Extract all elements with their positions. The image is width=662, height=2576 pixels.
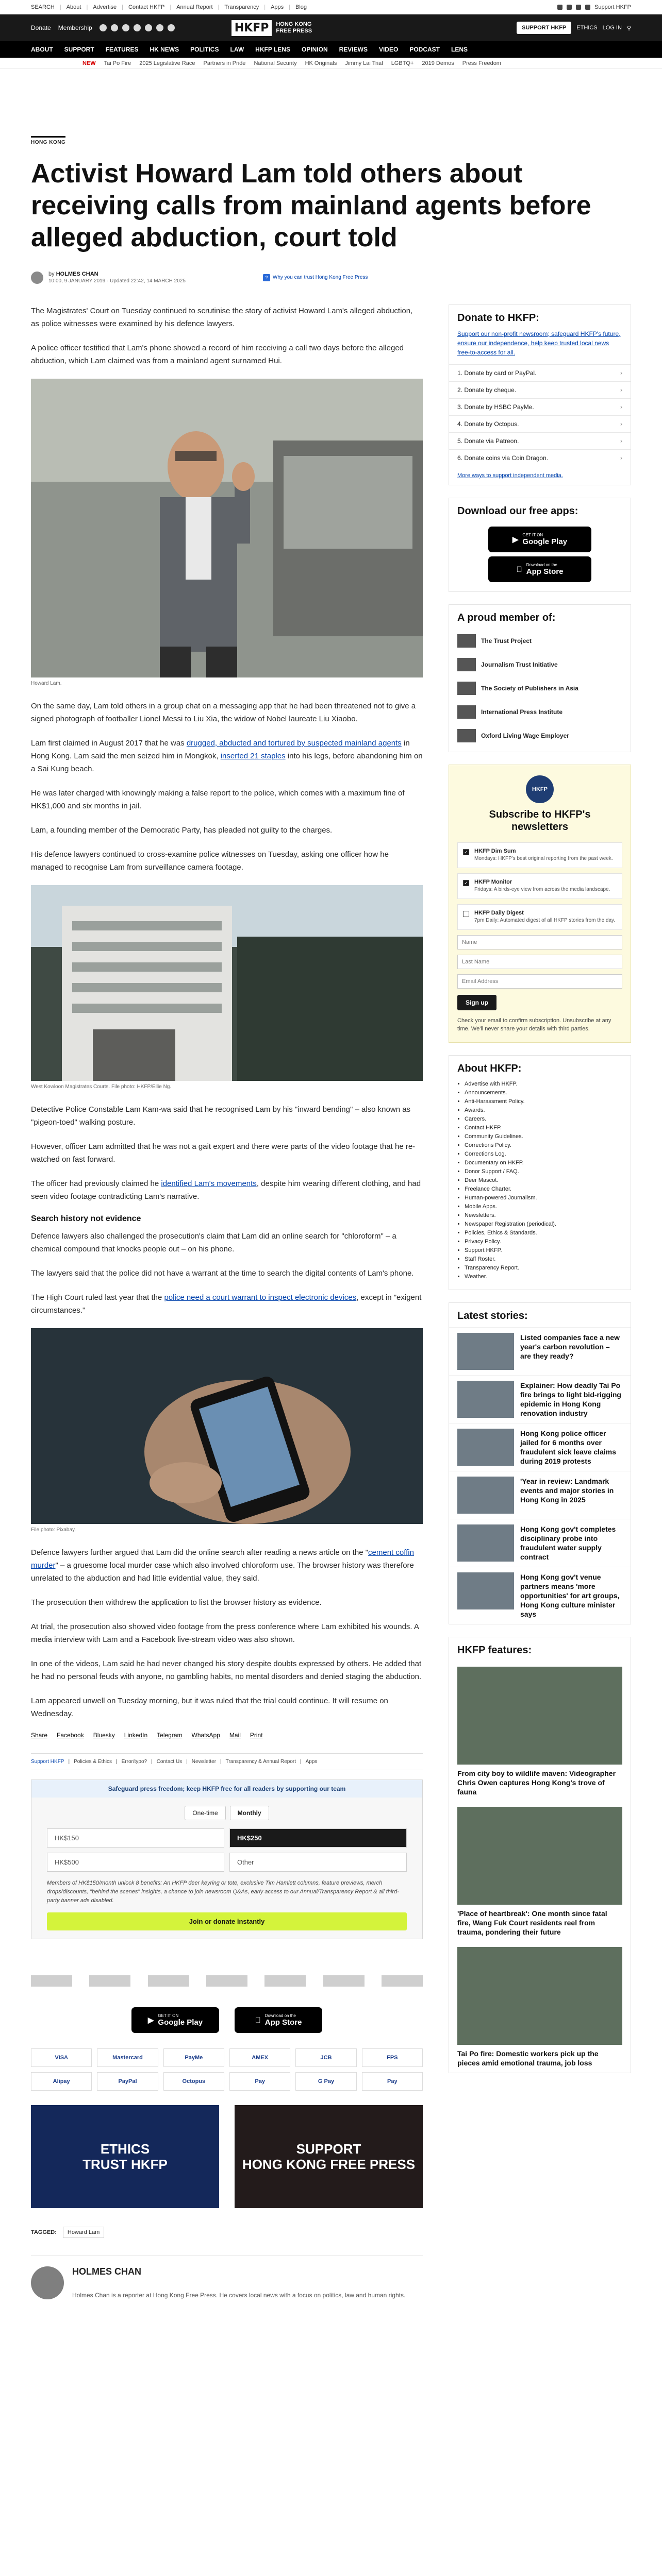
feature-image (457, 1947, 622, 2045)
masthead-nav (31, 24, 92, 31)
about-link[interactable]: • Anti-Harassment Policy. (465, 1097, 622, 1106)
latest-story[interactable] (449, 1375, 631, 1423)
chevron-right-icon: › (620, 420, 622, 428)
byline-text: by HOLMES CHAN 10:00, 9 JANUARY 2019 · Updated 22:42, 14 MARCH 2025 (48, 271, 186, 284)
checkbox-icon[interactable]: ✓ (463, 849, 469, 855)
partner-logo (89, 1975, 130, 1987)
feature-image (457, 1667, 622, 1765)
about-link[interactable]: • Policies, Ethics & Standards. (465, 1229, 622, 1238)
partner-logo (382, 1975, 423, 1987)
about-link[interactable]: • Staff Roster. (465, 1255, 622, 1264)
app-store-button[interactable]: Download on the App Store (488, 556, 591, 582)
about-link[interactable]: • Announcements. (465, 1089, 622, 1097)
trending-tag[interactable]: Partners in Pride (203, 60, 246, 66)
member-logo-icon (457, 705, 476, 719)
main-navigation (0, 41, 662, 58)
author-link[interactable]: HOLMES CHAN (56, 271, 98, 277)
google-play-button[interactable]: ▶ GET IT ON Google Play (488, 527, 591, 552)
article-footer-link[interactable]: Newsletter (191, 1759, 217, 1765)
chevron-right-icon: › (620, 386, 622, 394)
paragraph: At trial, the prosecution also showed video footage from the press conference where Lam exhibited his wounds. A media interview with Lam and a Facebook live-stream video was also shown. (31, 1622, 419, 1644)
sign-up-button[interactable]: Sign up (457, 995, 496, 1010)
story-title[interactable]: 'Year in review: Landmark events and major stories in Hong Kong in 2025 (520, 1477, 614, 1504)
divider: | (151, 1759, 153, 1765)
payment-method-logo: FPS (362, 2048, 423, 2067)
feature-story[interactable] (449, 1942, 631, 2073)
apps-title: Download our free apps: (457, 505, 578, 517)
site-logo[interactable] (231, 20, 312, 36)
donate-way-label: 2. Donate by cheque. (457, 386, 517, 394)
nav-item[interactable]: POLITICS (190, 46, 219, 53)
paragraph: The prosecution then withdrew the application to list the browser history as evidence. (31, 1598, 322, 1607)
chevron-right-icon: › (620, 454, 622, 462)
more-ways-link[interactable]: More ways to support independent media. (457, 472, 563, 479)
member-logo-item[interactable] (449, 700, 631, 724)
paragraph: Lam appeared unwell on Tuesday morning, but it was ruled that the trial could continue. It will resume on Wednesday. (31, 1697, 388, 1718)
author-bio: Holmes Chan is a reporter at Hong Kong Free Press. He covers local news with a focus on politics, law and human rights. (72, 2292, 406, 2299)
feature-story[interactable] (449, 1802, 631, 1942)
email-field[interactable] (457, 974, 622, 989)
about-link[interactable]: • Advertise with HKFP. (465, 1080, 622, 1089)
share-link[interactable]: Print (250, 1732, 263, 1739)
photo-caption: Howard Lam. (31, 681, 62, 686)
trending-tag[interactable]: HK Originals (305, 60, 337, 66)
partner-logo (264, 1975, 306, 1987)
paragraph: Defence lawyers also challenged the prosecution's claim that Lam did an online search for "chloroform" – a chemical compound that knocks people out – on his phone. (31, 1232, 396, 1253)
threads-icon[interactable] (134, 24, 141, 31)
about-link[interactable]: • Corrections Log. (465, 1150, 622, 1159)
paragraph: Detective Police Constable Lam Kam-wa said that he recognised Lam by his "inward bending" – also known as "pigeon-toed" walking posture. (31, 1105, 411, 1127)
apple-icon (255, 2016, 261, 2025)
article-photo-phone (31, 1328, 423, 1524)
about-link[interactable]: • Donor Support / FAQ. (465, 1167, 622, 1176)
instagram-icon[interactable] (576, 5, 581, 10)
paragraph: The High Court ruled last year that the police need a court warrant to inspect electronic devices, except in "exigent circumstances." (31, 1293, 422, 1315)
member-logo-icon (457, 682, 476, 695)
amount-option-selected[interactable]: HK$250 (229, 1828, 407, 1848)
member-title: A proud member of: (457, 612, 556, 623)
partner-logos-row (31, 1970, 423, 1992)
join-donate-button[interactable]: Join or donate instantly (47, 1912, 407, 1930)
publish-dates: 10:00, 9 JANUARY 2019 · Updated 22:42, 14 MARCH 2025 (48, 278, 186, 284)
photo-caption: West Kowloon Magistrates Courts. File photo: HKFP/Ellie Ng. (31, 1084, 172, 1090)
member-logo-icon (457, 729, 476, 742)
nav-item[interactable]: ABOUT (31, 46, 53, 53)
one-time-option[interactable]: One-time (185, 1806, 225, 1820)
share-link[interactable]: LinkedIn (124, 1732, 148, 1739)
masthead-donate-link[interactable]: Donate (31, 24, 51, 31)
about-link[interactable]: About (66, 4, 81, 10)
facebook-icon[interactable] (100, 24, 107, 31)
article-body (31, 304, 423, 2299)
checkbox-icon[interactable]: ✓ (463, 880, 469, 886)
google-play-button[interactable]: ▶ GET IT ON Google Play (131, 2007, 219, 2033)
donate-way-label: 5. Donate via Patreon. (457, 437, 519, 445)
donate-amounts (31, 1820, 422, 1872)
utility-right (557, 4, 631, 10)
divider: | (300, 1759, 302, 1765)
chevron-right-icon: › (620, 437, 622, 445)
about-link[interactable]: • Deer Mascot. (465, 1176, 622, 1185)
latest-stories-card (449, 1302, 631, 1624)
about-link[interactable]: • Awards. (465, 1106, 622, 1115)
divider: | (220, 1759, 222, 1765)
article-page (31, 69, 631, 2299)
last-name-field[interactable] (457, 955, 622, 969)
payment-method-logo: PayPal (97, 2072, 158, 2091)
about-link[interactable]: • Privacy Policy. (465, 1238, 622, 1246)
cement-coffin-link[interactable]: cement coffin murder (31, 1548, 414, 1570)
donate-way-label: 6. Donate coins via Coin Dragon. (457, 454, 549, 462)
member-logo-icon (457, 658, 476, 671)
newsletter-badge: HKFP (526, 775, 554, 803)
nav-item[interactable]: HK NEWS (150, 46, 179, 53)
donate-title: Donate to HKFP: (457, 312, 539, 324)
police-warrant-link[interactable]: police need a court warrant to inspect electronic devices (164, 1293, 357, 1302)
trending-tag[interactable]: LGBTQ+ (391, 60, 414, 66)
subheading: Search history not evidence (31, 1214, 141, 1223)
payment-method-logo: Pay (362, 2072, 423, 2091)
youtube-icon[interactable] (585, 5, 590, 10)
donate-way-item[interactable] (449, 398, 631, 415)
trending-tag[interactable]: National Security (254, 60, 297, 66)
paragraph: A police officer testified that Lam's phone showed a record of him receiving a call two days before the alleged abduction, which Lam claimed was from a mainland agent surnamed Hui. (31, 344, 404, 365)
nav-item[interactable]: FEATURES (105, 46, 139, 53)
payment-method-logo: JCB (295, 2048, 356, 2067)
paragraph: The Magistrates' Court on Tuesday continued to scrutinise the story of activist Howard Lam's alleged abduction, as police witnesses were examined by his defence lawyers. (31, 307, 413, 328)
donate-way-label: 1. Donate by card or PayPal. (457, 369, 537, 377)
article-photo-howard-lam (31, 379, 423, 677)
facebook-icon[interactable] (557, 5, 562, 10)
chevron-right-icon: › (620, 369, 622, 377)
tags-row: TAGGED: Howard Lam (31, 2227, 423, 2238)
member-logo-item[interactable] (449, 724, 631, 748)
x-icon[interactable] (567, 5, 572, 10)
about-title: About HKFP: (457, 1063, 522, 1074)
payment-method-logo: PayMe (163, 2048, 224, 2067)
member-card (449, 604, 631, 752)
article-footer-link[interactable]: Policies & Ethics (74, 1759, 112, 1765)
latest-story[interactable] (449, 1471, 631, 1519)
divider: | (186, 1759, 188, 1765)
paragraph: Lam, a founding member of the Democratic Party, has pleaded not guilty to the charges. (31, 826, 333, 835)
chevron-right-icon: › (620, 403, 622, 411)
share-link[interactable]: WhatsApp (191, 1732, 220, 1739)
donate-frequency-toggle (31, 1806, 422, 1820)
youtube-icon[interactable] (156, 24, 163, 31)
support-banner[interactable]: SUPPORT HONG KONG FREE PRESS (235, 2105, 423, 2208)
play-icon: ▶ (147, 2016, 154, 2025)
trending-tags-bar (0, 58, 662, 69)
howard-lam-photo-illustration (31, 379, 423, 677)
donate-ways-list (449, 364, 631, 466)
author-box (31, 2256, 423, 2299)
member-name: Journalism Trust Initiative (481, 661, 558, 668)
donate-way-item[interactable] (449, 432, 631, 449)
story-title[interactable]: Hong Kong police officer jailed for 6 months over fraudulent sick leave claims during 2019 protests (520, 1429, 616, 1465)
story-thumbnail (457, 1333, 514, 1370)
newsletter-option[interactable] (457, 842, 622, 868)
share-link[interactable]: Telegram (157, 1732, 183, 1739)
amount-option[interactable]: HK$500 (47, 1853, 224, 1872)
story-title[interactable]: Hong Kong gov't venue partners means 'more opportunities' for art groups, Hong Kong culture minister says (520, 1573, 620, 1618)
story-thumbnail (457, 1429, 514, 1466)
paragraph: He was later charged with knowingly making a false report to the police, which comes with a maximum fine of HK$1,000 and six months in jail. (31, 789, 405, 810)
logo-text: HONG KONG FREE PRESS (276, 21, 312, 34)
latest-story[interactable] (449, 1567, 631, 1624)
share-label: Share (31, 1732, 48, 1739)
apple-icon (517, 565, 522, 574)
donate-widget-heading: Safeguard press freedom; keep HKFP free for all readers by supporting our team (31, 1780, 422, 1798)
app-store-button[interactable]: Download on the App Store (235, 2007, 322, 2033)
blog-link[interactable]: Blog (295, 4, 307, 10)
x-icon[interactable] (111, 24, 118, 31)
question-icon: ? (263, 274, 270, 281)
new-badge: NEW (82, 60, 96, 66)
ethics-banner[interactable]: ETHICS TRUST HKFP (31, 2105, 219, 2208)
share-link[interactable]: Bluesky (93, 1732, 115, 1739)
partner-logo (206, 1975, 247, 1987)
donate-way-item[interactable] (449, 449, 631, 466)
newsletter-note: Check your email to confirm subscription. Unsubscribe at any time. We'll never share your details with third parties. (457, 1018, 611, 1032)
payment-method-logo: AMEX (229, 2048, 290, 2067)
feature-title[interactable]: Tai Po fire: Domestic workers pick up the pieces amid emotional trauma, job loss (457, 2049, 599, 2067)
section-label[interactable]: HONG KONG (31, 136, 65, 145)
checkbox-icon[interactable] (463, 911, 469, 917)
trending-tag[interactable]: Press Freedom (462, 60, 501, 66)
nav-item[interactable]: HKFP LENS (255, 46, 290, 53)
tag-chip[interactable]: Howard Lam (63, 2227, 104, 2238)
identified-lams-movements-link[interactable]: identified Lam's movements (161, 1179, 257, 1188)
drugged-abducted-link[interactable]: drugged, abducted and tortured by suspected mainland agents (186, 739, 402, 748)
article-footer-link[interactable]: Error/typo? (121, 1759, 147, 1765)
payment-method-logo: Mastercard (97, 2048, 158, 2067)
donate-way-label: 4. Donate by Octopus. (457, 420, 519, 428)
donate-way-label: 3. Donate by HSBC PayMe. (457, 403, 534, 411)
feature-story[interactable] (449, 1662, 631, 1802)
story-title[interactable]: Explainer: How deadly Tai Po fire brings to light bid-rigging epidemic in Hong Kong renovation industry (520, 1381, 621, 1417)
search-link[interactable]: SEARCH (31, 4, 55, 10)
story-thumbnail (457, 1524, 514, 1562)
support-link[interactable]: Support HKFP (594, 4, 631, 10)
story-title[interactable]: Listed companies face a new year's carbon revolution – are they ready? (520, 1333, 620, 1360)
newsletter-option-title: HKFP Monitor (474, 879, 512, 885)
payment-method-logo: Pay (229, 2072, 290, 2091)
article-footer-link[interactable]: Apps (305, 1759, 318, 1765)
nav-item[interactable]: SUPPORT (64, 46, 94, 53)
about-link[interactable]: • Freelance Charter. (465, 1185, 622, 1194)
member-logo-item[interactable] (449, 676, 631, 700)
member-name: The Society of Publishers in Asia (481, 685, 578, 692)
search-icon[interactable]: ⚲ (626, 25, 631, 31)
member-name: International Press Institute (481, 708, 563, 716)
paragraph: However, officer Lam admitted that he was not a gait expert and there were parts of the video footage that he re-watched on fast forward. (31, 1142, 416, 1164)
donate-benefits-copy: Members of HK$150/month unlock 8 benefits: An HKFP deer keyring or tote, exclusive Tim Hamlett columns, feature previews, merch drops/discounts, "behind the scenes" insights, a chance to join newsroom Q&As, early access to our Annual/Transparency Report & all third-party banner ads disabled. (47, 1880, 399, 1904)
first-name-field[interactable] (457, 935, 622, 950)
nav-item[interactable]: LAW (230, 46, 244, 53)
newsletter-option-desc: Fridays: A birds-eye view from across the media landscape. (474, 887, 610, 892)
share-link[interactable]: Facebook (57, 1732, 84, 1739)
feature-image (457, 1807, 622, 1905)
paragraph: Defence lawyers further argued that Lam did the online search after reading a news article on the "cement coffin murder" – a gruesome local murder case which also involved chloroform use. The browser history was therefore unrelated to the abduction and had little evidential value, they said. (31, 1548, 414, 1583)
phone-photo-illustration (31, 1328, 423, 1524)
story-thumbnail (457, 1572, 514, 1609)
donate-way-item[interactable] (449, 415, 631, 432)
app-store-buttons (31, 2007, 423, 2033)
instagram-icon[interactable] (122, 24, 129, 31)
newsletter-option-title: HKFP Dim Sum (474, 848, 516, 854)
top-utility-bar (0, 0, 662, 14)
divider: | (68, 1759, 70, 1765)
feature-title[interactable]: 'Place of heartbreak': One month since fatal fire, Wang Fuk Court residents reel from trauma, pondering their future (457, 1909, 607, 1936)
latest-story[interactable] (449, 1423, 631, 1471)
trending-tag[interactable]: 2025 Legislative Race (139, 60, 195, 66)
member-name: The Trust Project (481, 637, 532, 645)
payment-method-logo: VISA (31, 2048, 92, 2067)
article-footer-link[interactable]: Transparency & Annual Report (225, 1759, 296, 1765)
ethics-link[interactable]: ETHICS (576, 25, 598, 31)
apps-link[interactable]: Apps (271, 4, 284, 10)
member-logo-icon (457, 634, 476, 648)
advertise-link[interactable]: Advertise (93, 4, 117, 10)
paragraph: On the same day, Lam told others in a group chat on a messaging app that he had been threatened not to give a signed photograph of footballer Lionel Messi to Liu Xia, the widow of Nobel laureate Liu Xiaobo. (31, 702, 416, 723)
paragraph: His defence lawyers continued to cross-examine police witnesses on Tuesday, asking one officer how he managed to recognise Lam from surveillance camera footage. (31, 850, 389, 872)
about-link[interactable]: • Mobile Apps. (465, 1202, 622, 1211)
masthead-actions (517, 22, 631, 34)
trending-tag[interactable]: 2019 Demos (422, 60, 454, 66)
newsletter-option-title: HKFP Daily Digest (474, 910, 524, 916)
author-photo (31, 2266, 64, 2299)
donate-way-item[interactable] (449, 381, 631, 398)
sidebar (449, 304, 631, 2299)
newsletter-title: Subscribe to HKFP's newsletters (489, 809, 591, 833)
article-photo-court (31, 885, 423, 1081)
about-link[interactable]: • Support HKFP. (465, 1246, 622, 1255)
trending-tag[interactable]: Tai Po Fire (104, 60, 131, 66)
paragraph: The lawyers said that the police did not have a warrant at the time to search the digital contents of Lam's phone. (31, 1269, 414, 1278)
about-link[interactable]: • Weather. (465, 1273, 622, 1281)
newsletter-option[interactable] (457, 873, 622, 899)
donate-widget (31, 1780, 423, 1939)
member-name: Oxford Living Wage Employer (481, 732, 569, 739)
staples-link[interactable]: inserted 21 staples (220, 752, 286, 760)
about-link[interactable]: • Community Guidelines. (465, 1132, 622, 1141)
login-link[interactable]: LOG IN (602, 25, 622, 31)
payment-method-logo: Alipay (31, 2072, 92, 2091)
utility-links: SEARCH | About | Advertise | Contact HKFP | Annual Report | Transparency | Apps | Blog (31, 4, 307, 10)
member-logo-item[interactable] (449, 653, 631, 676)
partner-logo (323, 1975, 365, 1987)
annual-report-link[interactable]: Annual Report (176, 4, 213, 10)
about-link[interactable]: • Documentary on HKFP. (465, 1159, 622, 1167)
footer-article-links (31, 1753, 423, 1770)
article-headline: Activist Howard Lam told others about receiving calls from mainland agents before alleged abduction, court told (31, 159, 591, 252)
about-link[interactable]: • Contact HKFP. (465, 1124, 622, 1132)
amount-other-option[interactable]: Other (229, 1853, 407, 1872)
about-link[interactable]: • Careers. (465, 1115, 622, 1124)
donate-card (449, 304, 631, 485)
monthly-option[interactable]: Monthly (230, 1806, 269, 1820)
photo-caption: File photo: Pixabay. (31, 1527, 76, 1533)
transparency-link[interactable]: Transparency (224, 4, 259, 10)
nav-item[interactable]: OPINION (301, 46, 328, 53)
feature-title[interactable]: From city boy to wildlife maven: Videographer Chris Owen captures Hong Kong's trove of fauna (457, 1769, 616, 1796)
contact-link[interactable]: Contact HKFP (128, 4, 165, 10)
about-link[interactable]: • Corrections Policy. (465, 1141, 622, 1150)
support-hkfp-button[interactable]: SUPPORT HKFP (517, 22, 571, 34)
promo-banners (31, 2105, 423, 2208)
features-card (449, 1637, 631, 2073)
member-logo-item[interactable] (449, 629, 631, 653)
masthead (0, 14, 662, 41)
partner-logo (148, 1975, 189, 1987)
nav-item[interactable]: REVIEWS (339, 46, 368, 53)
trust-link[interactable]: ? Why you can trust Hong Kong Free Press (263, 274, 368, 281)
donate-way-item[interactable] (449, 364, 631, 381)
article-footer-link[interactable]: Contact Us (156, 1759, 183, 1765)
author-avatar (31, 272, 43, 284)
share-link[interactable]: Mail (229, 1732, 241, 1739)
nav-item[interactable]: LENS (451, 46, 468, 53)
about-link[interactable]: • Human-powered Journalism. (465, 1194, 622, 1202)
divider: | (116, 1759, 118, 1765)
story-thumbnail (457, 1477, 514, 1514)
byline (31, 271, 631, 284)
newsletter-option-desc: Mondays: HKFP's best original reporting from the past week. (474, 856, 613, 861)
share-links (31, 1732, 423, 1739)
nav-item[interactable]: VIDEO (378, 46, 399, 53)
apps-card (449, 498, 631, 592)
latest-story[interactable] (449, 1327, 631, 1375)
features-title: HKFP features: (457, 1645, 532, 1656)
latest-story[interactable] (449, 1519, 631, 1567)
paragraph: The officer had previously claimed he identified Lam's movements, despite him wearing different clothing, and had seen video footage contradicting Lam's narrative. (31, 1179, 421, 1201)
trending-tag[interactable]: Jimmy Lai Trial (345, 60, 383, 66)
newsletter-option-desc: 7pm Daily: Automated digest of all HKFP stories from the day. (474, 918, 616, 923)
linkedin-icon[interactable] (145, 24, 152, 31)
about-link[interactable]: • Newsletters. (465, 1211, 622, 1220)
payment-method-logo: G Pay (295, 2072, 356, 2091)
amount-option[interactable]: HK$150 (47, 1828, 224, 1848)
masthead-social (100, 24, 175, 31)
newsletter-option[interactable] (457, 904, 622, 930)
logo-mark: HKFP (231, 20, 272, 36)
nav-item[interactable]: PODCAST (409, 46, 440, 53)
paragraph: In one of the videos, Lam said he had never changed his story despite doubts expressed by others. He added that he had no personal feuds with anyone, no gambling habits, no mental disorders and denied staging the abduction. (31, 1659, 422, 1681)
article-footer-link[interactable]: Support HKFP (31, 1759, 64, 1765)
court-building-photo-illustration (31, 885, 423, 1081)
paragraph: Lam first claimed in August 2017 that he was drugged, abducted and tortured by suspected mainland agents in Hong Kong. Lam said the men seized him in Mongkok, inserted 21 staples into his legs, before abandoning him on a Sai Kung beach. (31, 739, 423, 773)
about-link[interactable]: • Transparency Report. (465, 1264, 622, 1273)
masthead-membership-link[interactable]: Membership (58, 24, 92, 31)
newsletter-card (449, 765, 631, 1043)
about-card (449, 1055, 631, 1290)
bluesky-icon[interactable] (168, 24, 175, 31)
payment-method-logo: Octopus (163, 2072, 224, 2091)
payment-methods (31, 2048, 423, 2091)
latest-title: Latest stories: (457, 1310, 528, 1321)
about-links (449, 1080, 631, 1290)
author-name[interactable]: HOLMES CHAN (72, 2266, 141, 2277)
story-title[interactable]: Hong Kong gov't completes disciplinary probe into fraudulent water supply contract (520, 1525, 616, 1561)
story-thumbnail (457, 1381, 514, 1418)
donate-ask: Support our non-profit newsroom; safeguard HKFP's future, ensure our independence, help keep trusted local news free-to-access for all. (457, 330, 621, 356)
about-link[interactable]: • Newspaper Registration (periodical). (465, 1220, 622, 1229)
partner-logo (31, 1975, 72, 1987)
play-icon: ▶ (512, 535, 519, 544)
